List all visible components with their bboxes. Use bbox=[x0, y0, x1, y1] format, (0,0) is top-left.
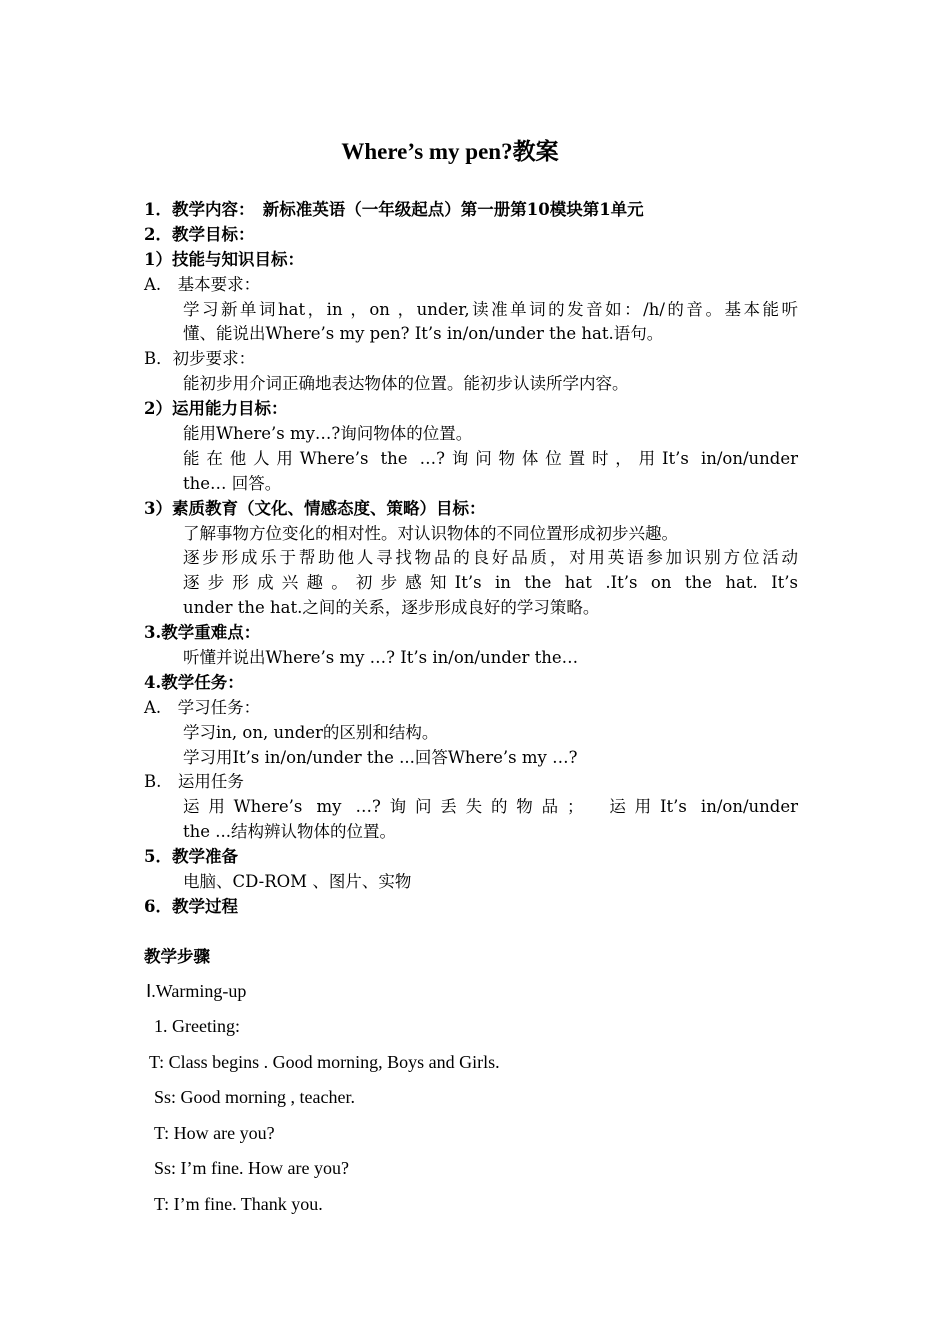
section-key-points: 3.教学重难点： bbox=[144, 623, 261, 643]
dialog-line: Ss: Good morning , teacher. bbox=[154, 1087, 355, 1107]
paragraph-line: 逐步形成乐于帮助他人寻找物品的良好品质，对用英语参加识别方位活动 bbox=[183, 548, 798, 568]
item-learning-task: A. 学习任务： bbox=[144, 697, 261, 717]
teaching-steps-heading: 教学步骤 bbox=[144, 946, 210, 966]
paragraph-line: 懂、能说出Where’s my pen? It’s in/on/under the hat.语句。 bbox=[183, 324, 664, 344]
section-objectives: 2．教学目标： bbox=[144, 224, 255, 244]
section-tasks: 4.教学任务： bbox=[144, 672, 244, 692]
item-initial: B．初步要求： bbox=[144, 349, 256, 369]
paragraph-line: 能用Where’s my…?询问物体的位置。 bbox=[183, 424, 473, 444]
paragraph-line: under the hat.之间的关系，逐步形成良好的学习策略。 bbox=[183, 598, 600, 618]
item-application-task: B. 运用任务 bbox=[144, 772, 244, 792]
subsection-ability: 2）运用能力目标： bbox=[144, 399, 288, 419]
paragraph-line: 学习新单词hat，in ，on ，under,读准单词的发音如：/h/的音。基本能听 bbox=[183, 299, 798, 319]
paragraph-line: 运用Where’s my …?询问丢失的物品； 运用It’s in/on/under bbox=[183, 797, 798, 817]
paragraph-line: 逐步形成兴趣。初步感知It’s in the hat .It’s on the hat. It’s bbox=[183, 573, 798, 593]
paragraph-line: 能在他人用Where’s the …?询问物体位置时，用It’s in/on/under bbox=[183, 448, 798, 468]
dialog-line: T: How are you? bbox=[154, 1123, 275, 1143]
subsection-skills: 1）技能与知识目标： bbox=[144, 249, 304, 269]
dialog-line: Ss: I’m fine. How are you? bbox=[154, 1158, 349, 1178]
document-body bbox=[144, 198, 798, 970]
paragraph-line: the… 回答。 bbox=[183, 473, 282, 493]
section-process: 6．教学过程 bbox=[144, 896, 238, 916]
paragraph-line: the ...结构辨认物体的位置。 bbox=[183, 822, 397, 842]
paragraph-line: 学习用It’s in/on/under the ...回答Where’s my …? bbox=[183, 747, 578, 767]
item-basic: A. 基本要求： bbox=[144, 274, 261, 294]
step-greeting: 1. Greeting: bbox=[154, 1016, 240, 1036]
subsection-quality: 3）素质教育（文化、情感态度、策略）目标： bbox=[144, 498, 486, 518]
document-title: Where’s my pen?教案 bbox=[341, 139, 559, 164]
section-content: 1．教学内容： 新标准英语（一年级起点）第一册第10模块第1单元 bbox=[144, 200, 644, 219]
paragraph-line: 能初步用介词正确地表达物体的位置。能初步认读所学内容。 bbox=[183, 374, 629, 394]
dialog-line: T: Class begins . Good morning, Boys and Girls. bbox=[149, 1052, 500, 1072]
dialog-line: T: I’m fine. Thank you. bbox=[154, 1194, 323, 1214]
step-warming-up: Ⅰ.Warming-up bbox=[146, 981, 247, 1001]
paragraph-line: 学习in, on, under的区别和结构。 bbox=[183, 722, 439, 742]
paragraph-line: 听懂并说出Where’s my …? It’s in/on/under the… bbox=[183, 648, 579, 668]
paragraph-line: 了解事物方位变化的相对性。对认识物体的不同位置形成初步兴趣。 bbox=[183, 523, 678, 543]
paragraph-line: 电脑、CD-ROM 、图片、实物 bbox=[183, 872, 412, 892]
blank-line bbox=[144, 920, 798, 945]
section-preparation: 5．教学准备 bbox=[144, 847, 238, 867]
